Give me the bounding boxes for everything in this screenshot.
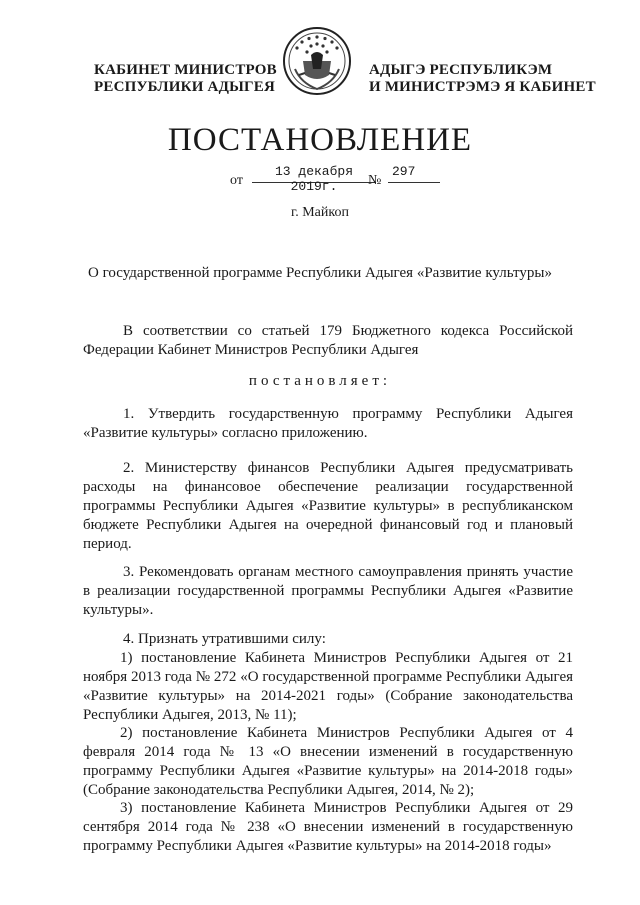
issuer-line-2: РЕСПУБЛИКИ АДЫГЕЯ <box>94 79 276 95</box>
document-title: ПОСТАНОВЛЕНИЕ <box>167 122 473 158</box>
subitem-3: 3) постановление Кабинета Министров Республики Адыгея от 29 сентября 2014 года № 238 «О внесении изменений в государственную программу Республики Адыгея «Развитие культуры» на 2014-2018 годы» <box>83 800 573 854</box>
document-date: 13 декабря 2019г. <box>252 164 376 183</box>
coat-of-arms-icon <box>281 25 353 97</box>
item-3: 3. Рекомендовать органам местного самоуправления принять участие в реализации государственной программы Республики Адыгея «Развитие культуры». <box>83 564 573 618</box>
issuer-name-russian <box>94 62 277 96</box>
date-label: от <box>230 173 243 188</box>
item-1: 1. Утвердить государственную программу Республики Адыгея «Развитие культуры» согласно приложению. <box>83 406 573 441</box>
subitem-2: 2) постановление Кабинета Министров Республики Адыгея от 4 февраля 2014 года № 13 «О внесении изменений в государственную программу Республики Адыгея «Развитие культуры» на 2014-2018 годы» (Собрание законодательства Республики Адыгея, 2014, № 2); <box>83 725 573 798</box>
item-2: 2. Министерству финансов Республики Адыгея предусматривать расходы на финансовое обеспечение реализации государственной программы Республики Адыгея «Развитие культуры» в республиканском бюджете Республики Адыгея на очередной финансовый год и плановый период. <box>83 460 573 552</box>
document-number: 297 <box>388 164 440 183</box>
decree-word: постановляет: <box>248 373 392 389</box>
city: г. Майкоп <box>291 205 349 220</box>
document-meta <box>0 164 640 194</box>
number-label: № <box>368 173 382 188</box>
document-subject: О государственной программе Республики Адыгея «Развитие культуры» <box>88 265 552 281</box>
item-4: 4. Признать утратившими силу: <box>123 631 326 647</box>
issuer-line-1: КАБИНЕТ МИНИСТРОВ <box>94 62 277 78</box>
preamble: В соответствии со статьей 179 Бюджетного кодекса Российской Федерации Кабинет Министров Республики Адыгея <box>83 323 573 358</box>
issuer-adyghe-line-1: АДЫГЭ РЕСПУБЛИКЭМ <box>369 62 553 78</box>
issuer-adyghe-line-2: И МИНИСТРЭМЭ Я КАБИНЕТ <box>369 79 596 95</box>
issuer-name-adyghe <box>369 62 596 96</box>
subitem-1: 1) постановление Кабинета Министров Республики Адыгея от 21 ноября 2013 года № 272 «О государственной программе Республики Адыгея «Развитие культуры» на 2014-2021 годы» (Собрание законодательства Республики Адыгея, 2013, № 11); <box>83 650 573 723</box>
